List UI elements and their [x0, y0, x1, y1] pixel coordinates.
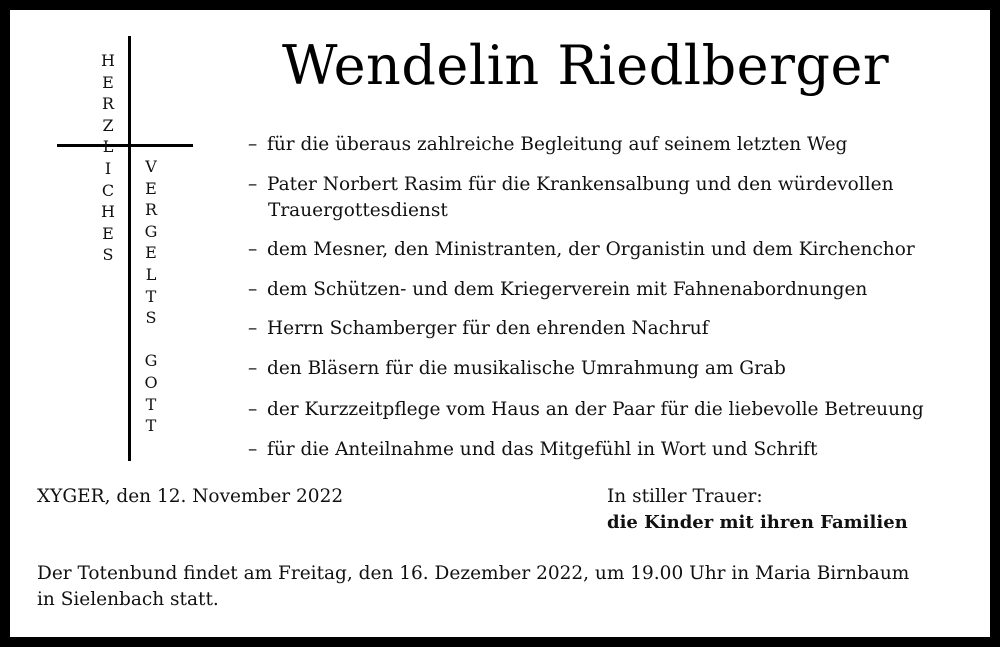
thanks-text: für die überaus zahlreiche Begleitung auf seinem letzten Weg — [267, 134, 848, 155]
cross-letter: G — [144, 351, 158, 371]
cross-letter: G — [144, 221, 158, 241]
list-dash: – — [248, 279, 258, 300]
mourners-heading: In stiller Trauer: — [607, 486, 763, 507]
thanks-text: dem Mesner, den Ministranten, der Organistin und dem Kirchenchor — [267, 239, 915, 260]
thanks-item — [248, 237, 915, 263]
thanks-item — [248, 316, 709, 342]
list-dash: – — [248, 439, 258, 460]
thanks-text: der Kurzzeitpflege vom Haus an der Paar für die liebevolle Betreuung — [267, 399, 924, 420]
thanks-text: Herrn Schamberger für den ehrenden Nachruf — [267, 318, 709, 339]
thanks-text-continued: Trauergottesdienst — [268, 200, 448, 221]
list-dash: – — [248, 318, 258, 339]
memorial-note — [37, 561, 909, 613]
deceased-name: Wendelin Riedlberger — [282, 34, 890, 97]
cross-letter: E — [145, 178, 157, 198]
cross-letter: H — [101, 202, 115, 222]
cross-letter: L — [102, 137, 114, 157]
cross-letter: T — [145, 394, 157, 414]
thanks-item — [248, 172, 894, 224]
thanks-text: dem Schützen- und dem Kriegerverein mit Fahnenabordnungen — [267, 279, 868, 300]
cross-letter: E — [145, 243, 157, 263]
cross-letter: O — [144, 372, 158, 392]
list-dash: – — [248, 358, 258, 379]
mourners-names: die Kinder mit ihren Familien — [607, 512, 908, 533]
cross-letter: E — [102, 72, 114, 92]
thanks-item — [248, 132, 847, 158]
cross-letter: L — [145, 264, 157, 284]
cross-letter: T — [145, 416, 157, 436]
memorial-note-line: Der Totenbund findet am Freitag, den 16. Dezember 2022, um 19.00 Uhr in Maria Birnbaum — [37, 563, 910, 584]
list-dash: – — [248, 239, 258, 260]
cross-letter: T — [145, 286, 157, 306]
cross-letter: Z — [102, 115, 114, 135]
list-dash: – — [248, 399, 258, 420]
cross-letter: E — [102, 223, 114, 243]
cross-vertical-bar — [128, 36, 131, 461]
thanks-item — [248, 437, 817, 463]
thanks-item — [248, 356, 786, 382]
cross-letter: S — [145, 308, 157, 328]
thanks-text: den Bläsern für die musikalische Umrahmung am Grab — [267, 358, 786, 379]
cross-text-herzliches — [98, 50, 118, 266]
thanks-item — [248, 277, 867, 303]
place-and-date: XYGER, den 12. November 2022 — [37, 486, 344, 507]
cross-letter: I — [104, 158, 112, 178]
cross-letter: V — [145, 157, 157, 176]
cross-letter-gap — [148, 329, 153, 351]
thanks-text: Pater Norbert Rasim für die Krankensalbung und den würdevollen — [267, 174, 894, 195]
list-dash: – — [248, 134, 258, 155]
cross-letter: S — [102, 245, 114, 265]
thanks-item — [248, 397, 924, 423]
cross-horizontal-bar — [57, 144, 193, 147]
memorial-note-line: in Sielenbach statt. — [37, 589, 219, 610]
thanks-text: für die Anteilnahme und das Mitgefühl in Wort und Schrift — [267, 439, 818, 460]
cross-letter: C — [101, 180, 115, 200]
cross-letter: H — [101, 51, 115, 70]
mourners-block — [607, 484, 908, 536]
cross-letter: R — [144, 200, 158, 220]
cross-text-vergelts-gott — [141, 156, 161, 437]
list-dash: – — [248, 174, 258, 195]
cross-letter: R — [101, 94, 115, 114]
